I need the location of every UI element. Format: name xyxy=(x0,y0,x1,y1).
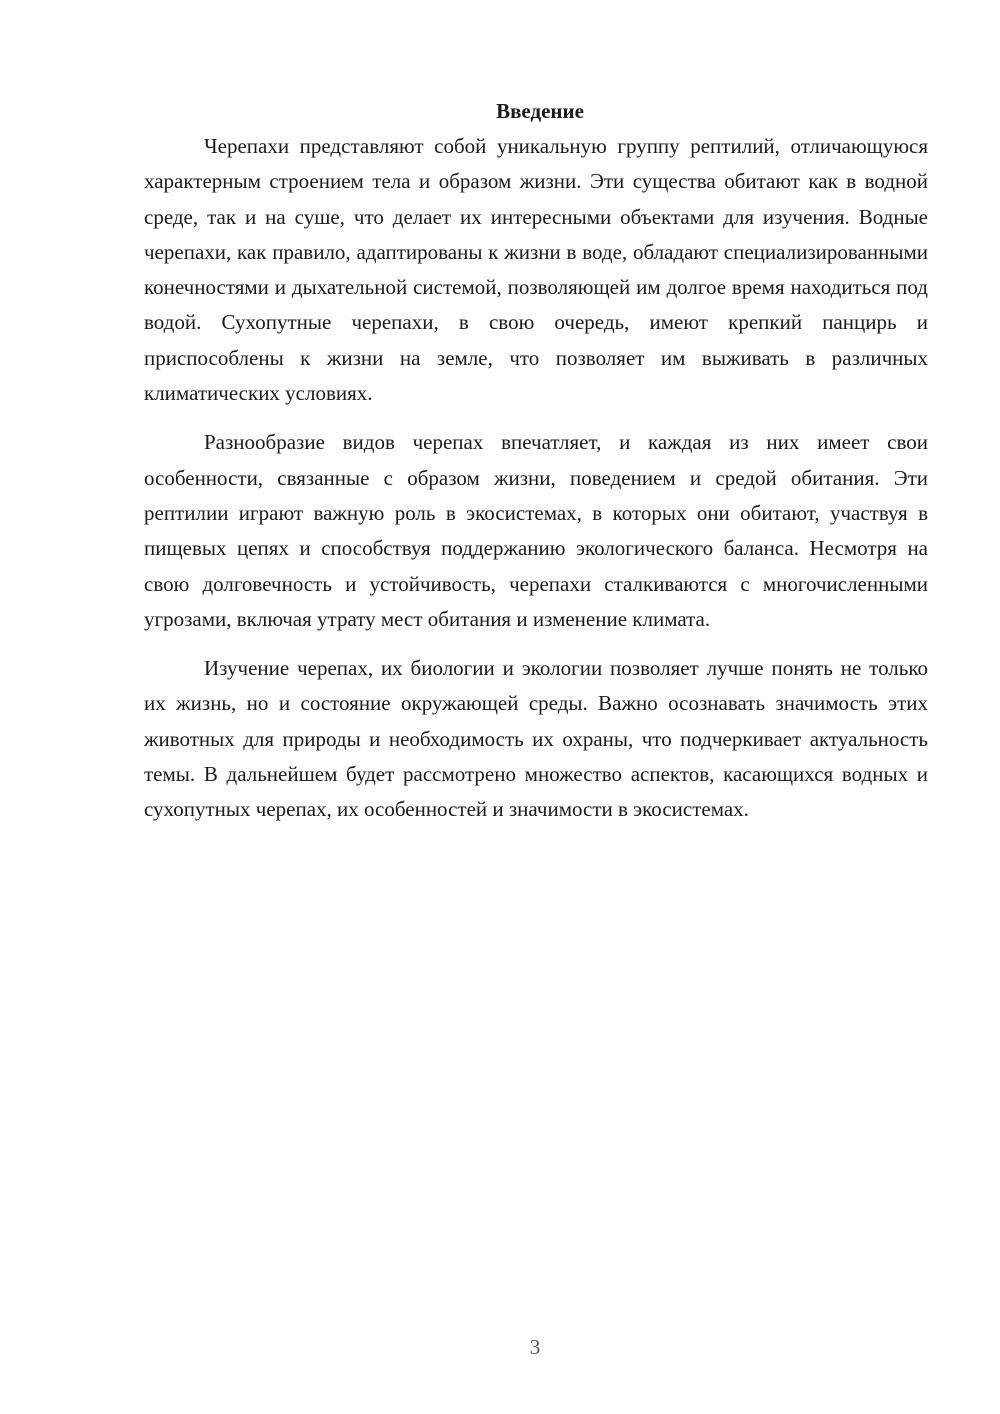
body-paragraph-1: Черепахи представляют собой уникальную группу рептилий, отличающуюся характерным строением тела и образом жизни. Эти существа обитают как в водной среде, так и на суше, что делает их интересными объектами для изучения. Водные черепахи, как правило, адаптированы к жизни в воде, обладают специализированными конечностями и дыхательной системой, позволяющей им долгое время находиться под водой. Сухопутные черепахи, в свою очередь, имеют крепкий панцирь и приспособлены к жизни на земле, что позволяет им выживать в различных климатических условиях. xyxy=(144,134,928,406)
body-paragraph-3: Изучение черепах, их биологии и экологии позволяет лучше понять не только их жизнь, но и состояние окружающей среды. Важно осознавать значимость этих животных для природы и необходимость их охраны, что подчеркивает актуальность темы. В дальнейшем будет рассмотрено множество аспектов, касающихся водных и сухопутных черепах, их особенностей и значимости в экосистемах. xyxy=(144,656,928,822)
page-number: 3 xyxy=(529,1335,541,1359)
body-paragraph-2: Разнообразие видов черепах впечатляет, и каждая из них имеет свои особенности, связанные с образом жизни, поведением и средой обитания. Эти рептилии играют важную роль в экосистемах, в которых они обитают, участвуя в пищевых цепях и способствуя поддержанию экологического баланса. Несмотря на свою долговечность и устойчивость, черепахи сталкиваются с многочисленными угрозами, включая утрату мест обитания и изменение климата. xyxy=(144,430,928,631)
section-heading: Введение xyxy=(496,99,584,123)
page-content xyxy=(144,96,928,842)
